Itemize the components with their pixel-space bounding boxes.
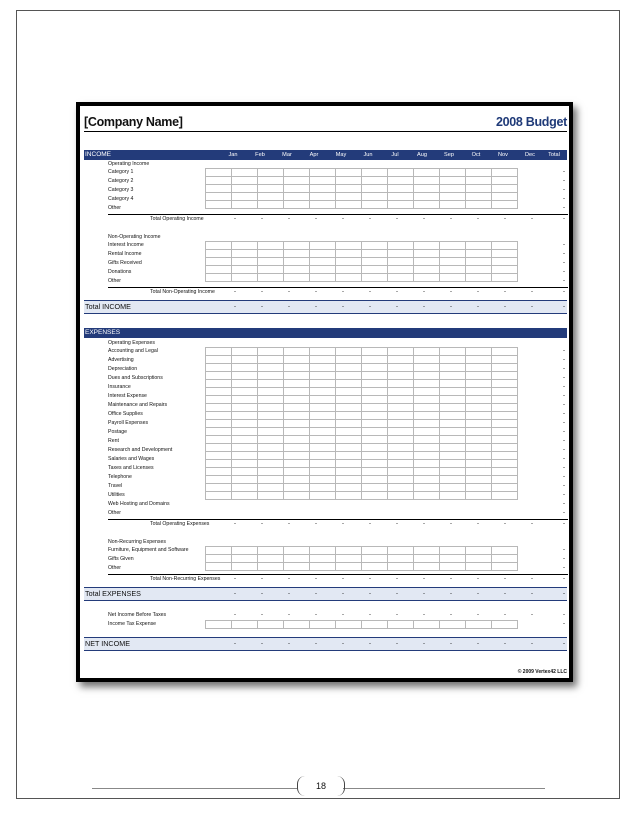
grand-total-value: - xyxy=(261,641,263,647)
row-total-value: - xyxy=(563,393,565,399)
grand-total-value: - xyxy=(342,591,344,597)
group-label-text: Operating Expenses xyxy=(108,340,156,346)
subtotal-value: - xyxy=(288,216,290,222)
line-item-label: Other xyxy=(108,510,121,516)
subtotal-label: Total Operating Income xyxy=(150,216,204,222)
subtotal-value: - xyxy=(261,521,263,527)
line-item xyxy=(84,250,567,258)
line-item xyxy=(84,259,567,267)
row-total-value: - xyxy=(563,420,565,426)
grand-total-value: - xyxy=(288,641,290,647)
line-item-label: Gifts Received xyxy=(108,260,142,266)
grand-total-total: - xyxy=(563,591,565,597)
subtotal-value: - xyxy=(477,521,479,527)
title-rule xyxy=(84,131,567,132)
subtotal-row xyxy=(84,575,567,583)
month-header: Oct xyxy=(471,152,481,158)
grand-total-value: - xyxy=(234,304,236,310)
row-total-value: - xyxy=(563,278,565,284)
subtotal-value: - xyxy=(450,576,452,582)
grand-total-value: - xyxy=(369,304,371,310)
grand-total-value: - xyxy=(423,641,425,647)
grand-total-value: - xyxy=(315,641,317,647)
grand-total-value: - xyxy=(504,304,506,310)
grand-total-value: - xyxy=(450,641,452,647)
line-item xyxy=(84,500,567,508)
row-total-value: - xyxy=(563,251,565,257)
group-label-text: Non-Operating Income xyxy=(108,234,161,240)
net-before-taxes-label: Net Income Before Taxes xyxy=(108,612,167,618)
line-item-label: Taxes and Licenses xyxy=(108,465,154,471)
month-header: May xyxy=(335,152,347,158)
row-total-value: - xyxy=(563,456,565,462)
net-before-taxes-value: - xyxy=(423,612,425,618)
line-item xyxy=(84,455,567,463)
net-before-taxes-value: - xyxy=(315,612,317,618)
subtotal-value: - xyxy=(234,521,236,527)
subtotal-value: - xyxy=(315,216,317,222)
line-item-label: Utilities xyxy=(108,492,125,498)
budget-title: 2008 Budget xyxy=(495,115,567,129)
row-total-value: - xyxy=(563,205,565,211)
row-total-value: - xyxy=(563,501,565,507)
row-total-value: - xyxy=(563,169,565,175)
row-total-value: - xyxy=(563,474,565,480)
subtotal-label: Total Non-Recurring Expenses xyxy=(150,576,221,582)
line-item xyxy=(84,473,567,481)
line-item xyxy=(84,277,567,285)
net-before-taxes-row xyxy=(84,611,567,619)
subtotal-value: - xyxy=(369,216,371,222)
section-header xyxy=(84,150,567,160)
month-header: Nov xyxy=(498,152,508,158)
grand-total-value: - xyxy=(288,304,290,310)
row-total-value: - xyxy=(563,465,565,471)
line-item-label: Insurance xyxy=(108,384,131,390)
subtotal-value: - xyxy=(450,521,452,527)
line-item xyxy=(84,482,567,490)
section-header-label: INCOME xyxy=(85,151,111,158)
subtotal-value: - xyxy=(423,289,425,295)
line-item-label: Telephone xyxy=(108,474,132,480)
line-item-label: Payroll Expenses xyxy=(108,420,149,426)
grand-total-value: - xyxy=(423,304,425,310)
group-label-text: Non-Recurring Expenses xyxy=(108,539,166,545)
group-label xyxy=(84,538,567,546)
row-total-value: - xyxy=(563,366,565,372)
line-item xyxy=(84,509,567,517)
line-item xyxy=(84,195,567,203)
row-total-value: - xyxy=(563,483,565,489)
line-item xyxy=(84,428,567,436)
line-item xyxy=(84,177,567,185)
subtotal-value: - xyxy=(531,576,533,582)
subtotal-row xyxy=(84,520,567,528)
line-item-label: Interest Income xyxy=(108,242,144,248)
grand-total-value: - xyxy=(396,304,398,310)
grand-total-value: - xyxy=(477,641,479,647)
line-item xyxy=(84,168,567,176)
line-item-label: Donations xyxy=(108,269,132,275)
subtotal-value: - xyxy=(234,576,236,582)
subtotal-value: - xyxy=(504,576,506,582)
subtotal-value: - xyxy=(315,521,317,527)
income-tax-label: Income Tax Expense xyxy=(108,621,157,627)
row-total-value: - xyxy=(563,447,565,453)
band-rule-bottom xyxy=(84,600,567,601)
line-item xyxy=(84,419,567,427)
line-item-label: Category 3 xyxy=(108,187,134,193)
line-item-label: Dues and Subscriptions xyxy=(108,375,163,381)
grand-total-value: - xyxy=(531,591,533,597)
row-total-value: - xyxy=(563,357,565,363)
footer-line-right xyxy=(343,788,545,789)
subtotal-total: - xyxy=(563,521,565,527)
grand-total-total: - xyxy=(563,641,565,647)
grand-total-value: - xyxy=(477,591,479,597)
subtotal-value: - xyxy=(504,289,506,295)
line-item xyxy=(84,365,567,373)
line-item-label: Furniture, Equipment and Software xyxy=(108,547,189,553)
subtotal-value: - xyxy=(531,521,533,527)
subtotal-value: - xyxy=(342,576,344,582)
group-label xyxy=(84,160,567,168)
grand-total-row xyxy=(84,588,567,600)
row-total-value: - xyxy=(563,547,565,553)
grand-total-value: - xyxy=(504,591,506,597)
net-before-taxes-value: - xyxy=(531,612,533,618)
line-item xyxy=(84,374,567,382)
line-item-label: Category 4 xyxy=(108,196,134,202)
line-item xyxy=(84,410,567,418)
net-before-taxes-value: - xyxy=(396,612,398,618)
net-before-taxes-value: - xyxy=(369,612,371,618)
page-number: 18 xyxy=(297,776,345,796)
grand-total-value: - xyxy=(450,304,452,310)
footer-line-left xyxy=(92,788,297,789)
subtotal-label: Total Operating Expenses xyxy=(150,521,210,527)
subtotal-value: - xyxy=(504,521,506,527)
grand-total-value: - xyxy=(261,591,263,597)
line-item-label: Postage xyxy=(108,429,128,435)
month-header: Apr xyxy=(309,152,319,158)
line-item xyxy=(84,268,567,276)
line-item xyxy=(84,555,567,563)
subtotal-value: - xyxy=(531,216,533,222)
band-rule-bottom xyxy=(84,313,567,314)
group-label xyxy=(84,233,567,241)
subtotal-value: - xyxy=(288,576,290,582)
grand-total-value: - xyxy=(342,641,344,647)
net-before-taxes-value: - xyxy=(261,612,263,618)
subtotal-total: - xyxy=(563,289,565,295)
grand-total-row xyxy=(84,301,567,313)
subtotal-row xyxy=(84,215,567,223)
row-total-value: - xyxy=(563,260,565,266)
row-total-value: - xyxy=(563,348,565,354)
section-header-label: EXPENSES xyxy=(85,329,121,336)
grand-total-value: - xyxy=(288,591,290,597)
subtotal-value: - xyxy=(396,576,398,582)
grand-total-value: - xyxy=(396,641,398,647)
copyright: © 2009 Vertex42 LLC xyxy=(517,669,567,675)
subtotal-value: - xyxy=(369,576,371,582)
grand-total-label: Total INCOME xyxy=(85,302,131,311)
subtotal-value: - xyxy=(477,576,479,582)
subtotal-value: - xyxy=(396,289,398,295)
line-item-label: Category 2 xyxy=(108,178,134,184)
month-header: Dec xyxy=(525,152,535,158)
subtotal-value: - xyxy=(261,289,263,295)
subtotal-value: - xyxy=(477,289,479,295)
subtotal-value: - xyxy=(450,289,452,295)
line-item-label: Rental Income xyxy=(108,251,142,257)
line-item xyxy=(84,204,567,212)
row-total-value: - xyxy=(563,429,565,435)
line-item-label: Category 1 xyxy=(108,169,134,175)
budget-sheet xyxy=(80,106,569,678)
grand-total-value: - xyxy=(261,304,263,310)
subtotal-total: - xyxy=(563,216,565,222)
subtotal-value: - xyxy=(261,576,263,582)
grand-total-value: - xyxy=(234,641,236,647)
net-before-taxes-total: - xyxy=(563,612,565,618)
grand-total-value: - xyxy=(423,591,425,597)
grand-total-value: - xyxy=(504,641,506,647)
grand-total-label: NET INCOME xyxy=(85,639,130,648)
line-item xyxy=(84,464,567,472)
grand-total-value: - xyxy=(315,304,317,310)
line-item-label: Rent xyxy=(108,438,119,444)
line-item xyxy=(84,437,567,445)
line-item-label: Web Hosting and Domains xyxy=(108,501,170,507)
month-header: Feb xyxy=(255,152,265,158)
grand-total-value: - xyxy=(234,591,236,597)
row-total-value: - xyxy=(563,565,565,571)
line-item-label: Interest Expense xyxy=(108,393,147,399)
month-header: Sep xyxy=(444,152,454,158)
grand-total-value: - xyxy=(531,304,533,310)
net-before-taxes-value: - xyxy=(504,612,506,618)
line-item-label: Other xyxy=(108,205,121,211)
row-total-value: - xyxy=(563,411,565,417)
month-header: Jul xyxy=(391,152,399,158)
grand-total-value: - xyxy=(477,304,479,310)
line-item-label: Other xyxy=(108,278,121,284)
net-before-taxes-value: - xyxy=(234,612,236,618)
row-total-value: - xyxy=(563,187,565,193)
company-name: [Company Name] xyxy=(84,115,183,129)
section-header xyxy=(84,328,567,338)
row-total-value: - xyxy=(563,492,565,498)
grand-total-value: - xyxy=(450,591,452,597)
row-total-value: - xyxy=(563,556,565,562)
subtotal-value: - xyxy=(288,521,290,527)
row-total-value: - xyxy=(563,196,565,202)
group-label-text: Operating Income xyxy=(108,161,150,167)
net-before-taxes-value: - xyxy=(342,612,344,618)
row-total-value: - xyxy=(563,438,565,444)
grand-total-total: - xyxy=(563,304,565,310)
line-item xyxy=(84,383,567,391)
subtotal-value: - xyxy=(342,289,344,295)
subtotal-label: Total Non-Operating Income xyxy=(150,289,215,295)
line-item xyxy=(84,241,567,249)
subtotal-value: - xyxy=(531,289,533,295)
net-before-taxes-value: - xyxy=(288,612,290,618)
line-item-label: Gifts Given xyxy=(108,556,134,562)
group-label xyxy=(84,339,567,347)
subtotal-value: - xyxy=(288,289,290,295)
line-item xyxy=(84,546,567,554)
line-item xyxy=(84,347,567,355)
band-rule-bottom xyxy=(84,650,567,651)
line-item xyxy=(84,401,567,409)
total-header: Total xyxy=(548,152,560,158)
income-tax-total: - xyxy=(563,621,565,627)
line-item-label: Salaries and Wages xyxy=(108,456,155,462)
net-before-taxes-value: - xyxy=(450,612,452,618)
subtotal-value: - xyxy=(423,576,425,582)
grand-total-row xyxy=(84,638,567,650)
line-item-label: Research and Development xyxy=(108,447,173,453)
line-item xyxy=(84,491,567,499)
line-item-label: Office Supplies xyxy=(108,411,143,417)
grand-total-value: - xyxy=(396,591,398,597)
income-tax-row xyxy=(84,620,567,628)
subtotal-value: - xyxy=(342,216,344,222)
subtotal-value: - xyxy=(504,216,506,222)
subtotal-total: - xyxy=(563,576,565,582)
subtotal-row xyxy=(84,288,567,296)
month-header: Jun xyxy=(363,152,373,158)
line-item xyxy=(84,392,567,400)
line-item-label: Accounting and Legal xyxy=(108,348,158,354)
grand-total-value: - xyxy=(342,304,344,310)
subtotal-value: - xyxy=(396,521,398,527)
grand-total-value: - xyxy=(369,641,371,647)
month-header: Jan xyxy=(228,152,238,158)
grand-total-value: - xyxy=(315,591,317,597)
subtotal-value: - xyxy=(369,289,371,295)
grand-total-value: - xyxy=(531,641,533,647)
row-total-value: - xyxy=(563,375,565,381)
grand-total-label: Total EXPENSES xyxy=(85,589,141,598)
net-before-taxes-value: - xyxy=(477,612,479,618)
subtotal-value: - xyxy=(477,216,479,222)
subtotal-value: - xyxy=(450,216,452,222)
subtotal-value: - xyxy=(342,521,344,527)
subtotal-value: - xyxy=(423,216,425,222)
line-item-label: Depreciation xyxy=(108,366,138,372)
line-item-label: Advertising xyxy=(108,357,134,363)
line-item xyxy=(84,564,567,572)
grand-total-value: - xyxy=(369,591,371,597)
subtotal-value: - xyxy=(234,216,236,222)
row-total-value: - xyxy=(563,242,565,248)
line-item-label: Maintenance and Repairs xyxy=(108,402,168,408)
row-total-value: - xyxy=(563,510,565,516)
budget-image-frame xyxy=(76,102,573,682)
row-total-value: - xyxy=(563,178,565,184)
line-item xyxy=(84,356,567,364)
row-total-value: - xyxy=(563,269,565,275)
subtotal-value: - xyxy=(423,521,425,527)
line-item xyxy=(84,446,567,454)
line-item-label: Travel xyxy=(108,483,123,489)
line-item-label: Other xyxy=(108,565,121,571)
line-item xyxy=(84,186,567,194)
month-header: Mar xyxy=(282,152,292,158)
subtotal-value: - xyxy=(315,576,317,582)
subtotal-value: - xyxy=(369,521,371,527)
subtotal-value: - xyxy=(315,289,317,295)
month-header: Aug xyxy=(417,152,427,158)
row-total-value: - xyxy=(563,384,565,390)
row-total-value: - xyxy=(563,402,565,408)
subtotal-value: - xyxy=(234,289,236,295)
subtotal-value: - xyxy=(261,216,263,222)
subtotal-value: - xyxy=(396,216,398,222)
